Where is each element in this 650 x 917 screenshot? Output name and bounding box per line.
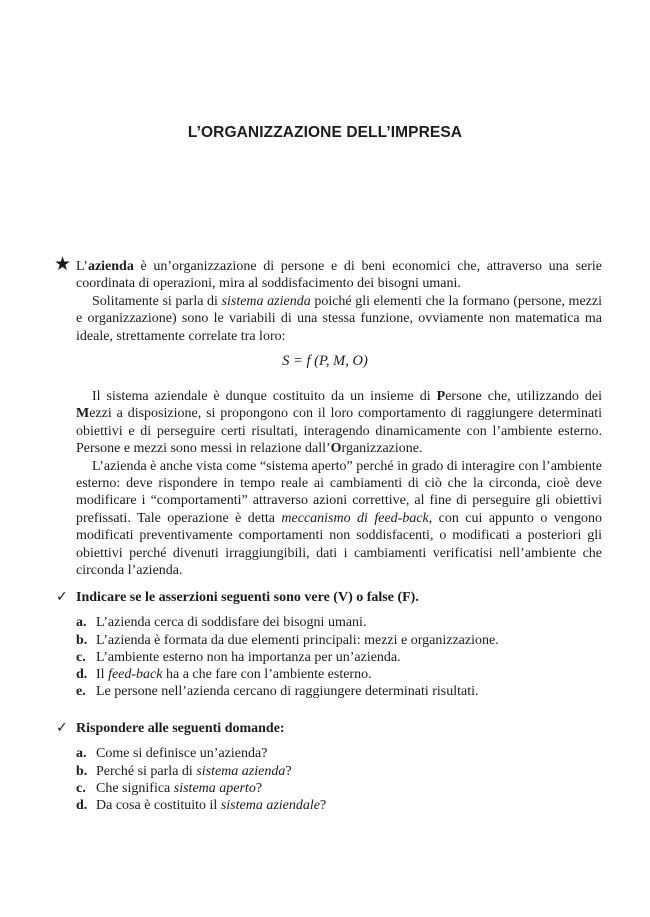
emphasis: feed-back <box>108 667 163 683</box>
list-item <box>76 745 616 762</box>
text: rganizzazione. <box>341 441 423 457</box>
checkmark-icon: ✓ <box>56 720 68 736</box>
text: ? <box>285 763 292 779</box>
text: ha a che fare con l’ambiente esterno. <box>162 667 372 683</box>
item-text: Le persone nell’azienda cercano di raggiungere determinati risultati. <box>96 684 479 700</box>
list-item <box>76 797 616 814</box>
item-letter: d. <box>76 798 88 814</box>
formula: S = f (P, M, O) <box>282 353 368 369</box>
page-title: L’ORGANIZZAZIONE DELL’IMPRESA <box>187 124 463 141</box>
exercise-heading <box>56 589 616 606</box>
star-icon: ★ <box>54 253 72 275</box>
list-item <box>76 666 616 683</box>
item-text <box>96 780 262 797</box>
list-item <box>76 763 616 780</box>
text: ezzi a disposizione, si propongono con il loro comportamento di raggiungere determinati obiettivi e di perseguire certi risultati, interagendo dinamicamente con l’ambiente esterno. Persone e mezzi sono messi in relazione dall’ <box>76 406 602 457</box>
list-item <box>76 780 616 797</box>
intro-text <box>76 258 602 345</box>
list-item <box>76 649 616 666</box>
item-text: L’ambiente esterno non ha importanza per un’azienda. <box>96 649 401 665</box>
statement-list <box>56 614 616 700</box>
body-paragraph-2 <box>76 458 602 580</box>
body-paragraph-1 <box>76 388 602 458</box>
emphasis: meccanismo di feed-back <box>281 510 429 526</box>
text: poiché gli elementi che la formano (persone, mezzi e organizzazione) sono le variabili di una stessa funzione, ovviamente non matematica ma ideale, strettamente correlate tra loro: <box>76 293 602 344</box>
heading-text: Indicare se le asserzioni seguenti sono vere (V) o false (F). <box>76 590 419 605</box>
emphasis: sistema aperto <box>173 780 256 796</box>
text: ? <box>319 798 327 814</box>
item-text: L’azienda è formata da due elementi principali: mezzi e organizzazione. <box>96 632 499 648</box>
keyword-azienda: azienda <box>87 259 134 274</box>
exercise-true-false <box>56 589 616 700</box>
initial-p: P <box>436 389 446 404</box>
text: Il <box>96 667 109 683</box>
item-letter: b. <box>76 632 88 648</box>
list-item <box>76 614 616 631</box>
item-letter: e. <box>76 684 86 700</box>
item-text <box>96 797 326 814</box>
text: , con cui appunto o vengono modificati preventivamente comportamenti non soddisfacenti, o modificati a posteriori gli obiettivi perché divenuti irraggiungibili, dati i cambiamenti verificatisi nell’ambiente che circonda l’azienda. <box>76 510 602 579</box>
initial-o: O <box>330 441 342 457</box>
text: è un’organizzazione di persone e di beni economici che, attraverso una serie coordinata di operazioni, mira al soddisfacimento dei bisogni umani. <box>76 259 602 292</box>
body-text <box>76 388 602 579</box>
initial-m: M <box>76 406 90 422</box>
checkmark-icon: ✓ <box>56 589 68 605</box>
list-item <box>76 683 616 700</box>
item-text: L’azienda cerca di soddisfare dei bisogni umani. <box>96 615 367 631</box>
intro-paragraph-2 <box>76 293 602 345</box>
emphasis: sistema aziendale <box>220 798 320 814</box>
item-letter: c. <box>76 780 86 796</box>
item-text: Come si definisce un’azienda? <box>96 746 268 762</box>
item-letter: d. <box>76 667 88 683</box>
intro-paragraph-1 <box>76 258 602 293</box>
item-text <box>96 763 292 780</box>
text: L’ <box>76 259 88 274</box>
emphasis: sistema azienda <box>196 763 286 779</box>
text: Perché si parla di <box>96 763 197 779</box>
emphasis: sistema azienda <box>221 293 311 309</box>
heading-text: Rispondere alle seguenti domande: <box>76 721 285 736</box>
exercise-questions <box>56 720 616 814</box>
item-letter: c. <box>76 649 86 665</box>
text: Da cosa è costituito il <box>96 798 221 814</box>
text: Che significa <box>96 780 174 796</box>
exercise-heading <box>56 720 616 737</box>
item-letter: a. <box>76 746 87 762</box>
text: ? <box>255 780 263 796</box>
text: Solitamente si parla di <box>92 293 222 309</box>
text: L’azienda è anche vista come “sistema aperto” perché in grado di interagire con l’ambiente esterno: deve rispondere in tempo reale ai cambiamenti di ciò che la circonda, cioè deve modificare i “comportamenti” attraverso azioni correttive, al fine di perseguire gli obiettivi prefissati. Tale operazione è detta <box>76 458 602 526</box>
item-letter: a. <box>76 615 87 631</box>
list-item <box>76 632 616 649</box>
item-text <box>96 666 372 683</box>
text: Il sistema aziendale è dunque costituito da un insieme di <box>92 389 437 404</box>
question-list <box>56 745 616 814</box>
text: ersone che, utilizzando dei <box>445 389 602 404</box>
item-letter: b. <box>76 763 88 779</box>
